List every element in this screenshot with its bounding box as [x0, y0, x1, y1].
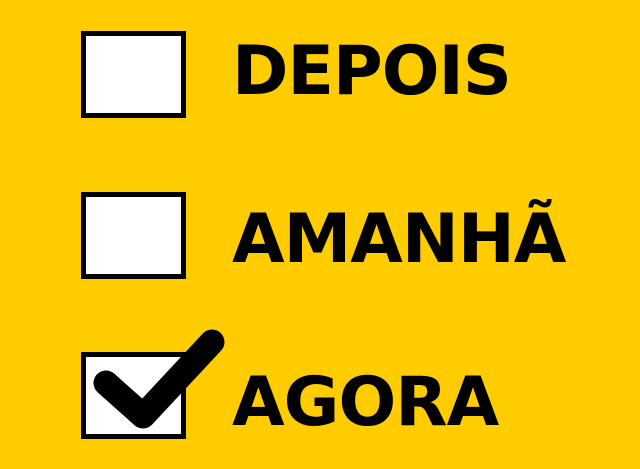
checkbox-amanha[interactable]: [81, 192, 186, 279]
option-label-amanha: AMANHÃ: [232, 200, 566, 279]
option-label-agora: AGORA: [232, 363, 499, 442]
checkbox-agora[interactable]: [81, 352, 186, 439]
option-label-depois: DEPOIS: [232, 32, 511, 111]
checkbox-depois[interactable]: [81, 31, 186, 118]
